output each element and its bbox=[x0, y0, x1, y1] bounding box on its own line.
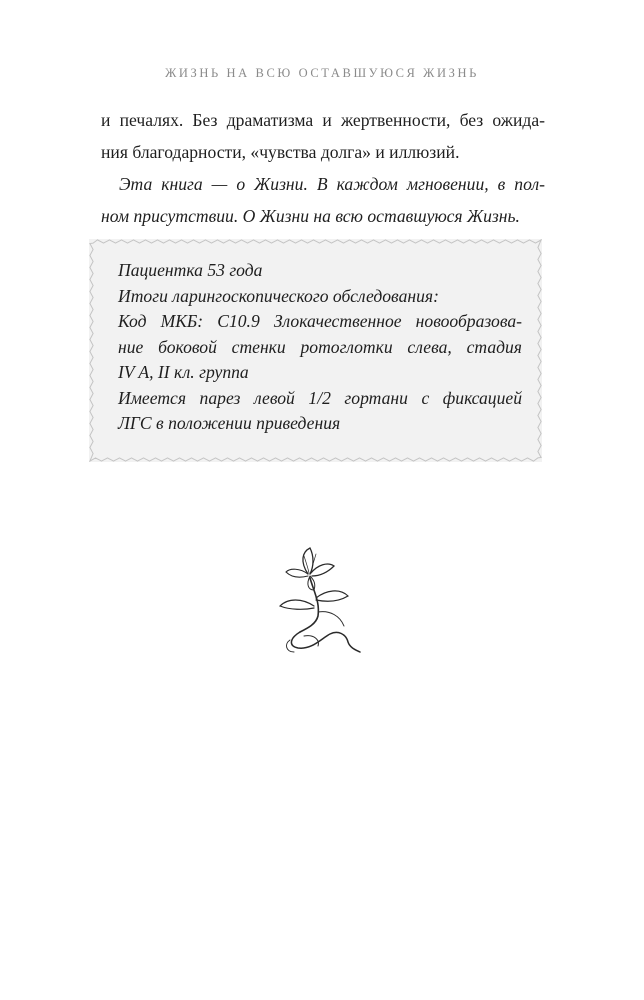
text-line: ном присутствии. О Жизни на всю оставшуюся Жизнь. bbox=[101, 206, 520, 226]
running-header: ЖИЗНЬ НА ВСЮ ОСТАВШУЮСЯ ЖИЗНЬ bbox=[165, 66, 479, 80]
flower-icon bbox=[260, 540, 370, 660]
text-line: ния благодарности, «чувства долга» и иллюзий. bbox=[101, 142, 460, 162]
note-line: Код МКБ: C10.9 Злокачественное новообразова- bbox=[118, 311, 522, 331]
note-line: Пациентка 53 года bbox=[118, 260, 263, 280]
note-line: ние боковой стенки ротоглотки слева, стадия bbox=[118, 336, 522, 357]
paragraph-2 bbox=[101, 168, 545, 232]
medical-note-box bbox=[89, 239, 542, 462]
text-line: и печалях. Без драматизма и жертвенности, без ожида- bbox=[101, 110, 545, 130]
note-text bbox=[118, 258, 522, 437]
note-line: IV A, II кл. группа bbox=[118, 362, 249, 382]
note-line: ЛГС в положении приведения bbox=[118, 413, 341, 433]
body-text bbox=[101, 104, 545, 232]
text-line: Эта книга — о Жизни. В каждом мгновении, в пол- bbox=[119, 174, 545, 194]
note-line: Имеется парез левой 1/2 гортани с фиксацией bbox=[118, 387, 522, 408]
paragraph-1 bbox=[101, 104, 545, 168]
note-line: Итоги ларингоскопического обследования: bbox=[118, 285, 439, 306]
